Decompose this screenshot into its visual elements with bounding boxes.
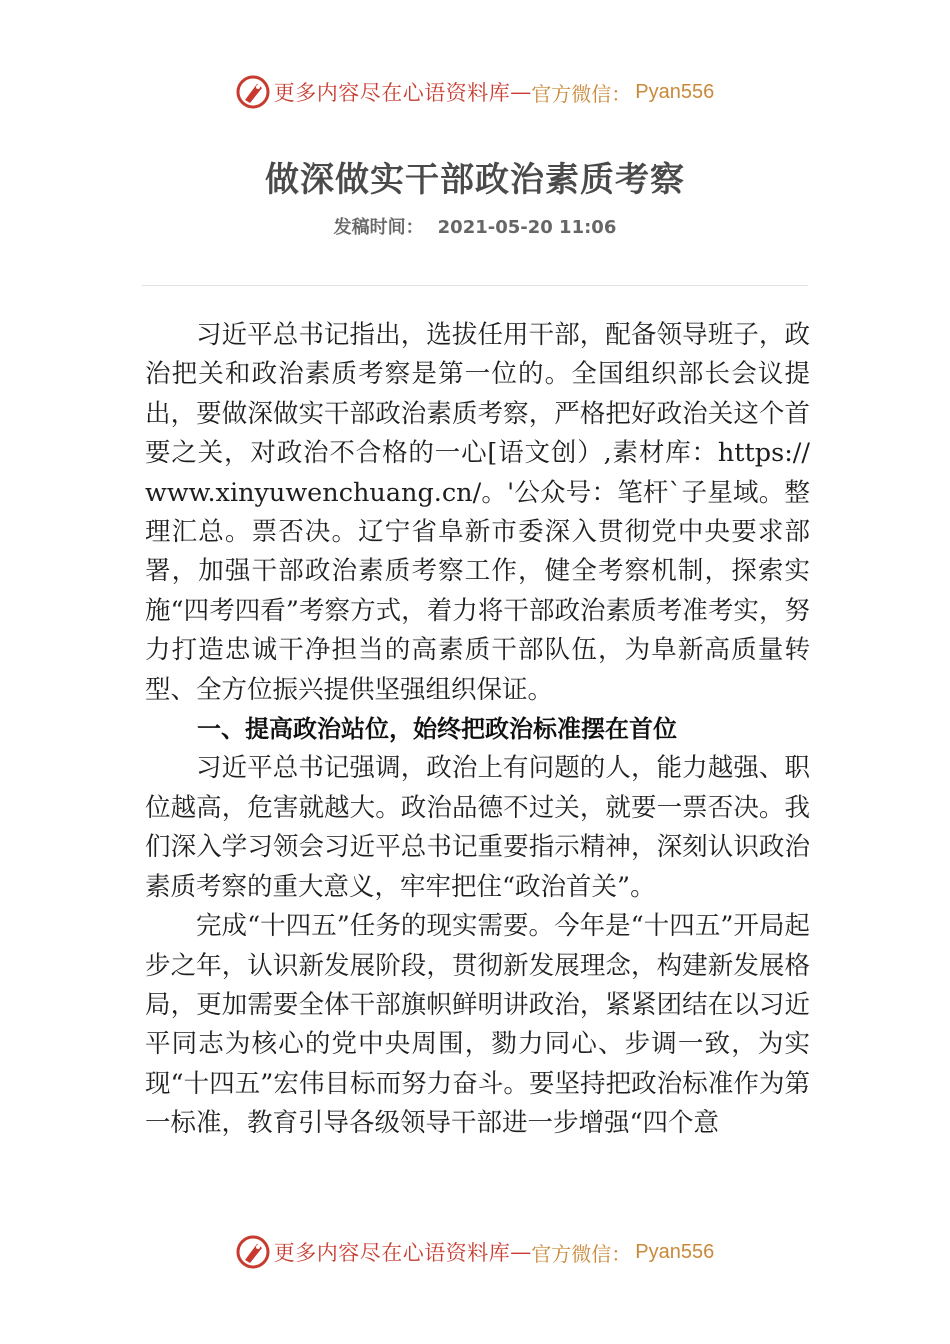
banner-wechat-label: 官方微信： [531,1241,632,1266]
pen-nib-logo-icon [236,75,270,109]
banner-separator: — [510,80,532,104]
footer-watermark-banner [0,1232,950,1272]
section-heading: 一、提高政治站位，始终把政治标准摆在首位 [197,715,677,744]
banner-wechat-id: Pyan556 [635,80,715,103]
intro-paragraph: 习近平总书记指出，选拔任用干部，配备领导班子，政治把关和政治素质考察是第一位的。全国组织部长会议提出，要做深做实干部政治素质考察，严格把好政治关这个首要之关，对政治不合格的一心[语文创）,素材库：https://www.xinyuwenchuang.cn/。'公众号：笔杆`子星域。整理汇总。票否决。辽宁省阜新市委深入贯彻党中央要求部署，加强干部政治素质考察工作，健全考察机制，探索实施“四考四看”考察方式，着力将干部政治素质考准考实，努力打造忠诚干净担当的高素质干部队伍，为阜新高质量转型、全方位振兴提供坚强组织保证。 [145,320,810,705]
pen-nib-logo-icon [236,1235,270,1269]
title-divider [142,285,808,286]
article-title: 做深做实干部政治素质考察 [265,160,685,200]
section-paragraph: 完成“十四五”任务的现实需要。今年是“十四五”开局起步之年，认识新发展阶段，贯彻新发展理念，构建新发展格局，更加需要全体干部旗帜鲜明讲政治，紧紧团结在以习近平同志为核心的党中央周围，勠力同心、步调一致，为实现“十四五”宏伟目标而努力奋斗。要坚持把政治标准作为第一标准，教育引导各级领导干部进一步增强“四个意 [145,911,810,1139]
section-paragraph: 习近平总书记强调，政治上有问题的人，能力越强、职位越高，危害就越大。政治品德不过关，就要一票否决。我们深入学习领会习近平总书记重要指示精神，深刻认识政治素质考察的重大意义，牢牢把住“政治首关”。 [145,753,810,902]
publish-time-label: 发稿时间： [333,217,424,238]
header-watermark-banner [0,72,950,112]
publish-time: 2021-05-20 11:06 [437,217,617,238]
banner-text: 更多内容尽在心语资料库 [273,1241,511,1265]
banner-text: 更多内容尽在心语资料库 [273,81,511,105]
article-meta [0,213,950,239]
article-body [145,316,810,1144]
banner-wechat-id: Pyan556 [635,1240,715,1263]
banner-separator: — [510,1240,532,1264]
banner-wechat-label: 官方微信： [531,81,632,106]
